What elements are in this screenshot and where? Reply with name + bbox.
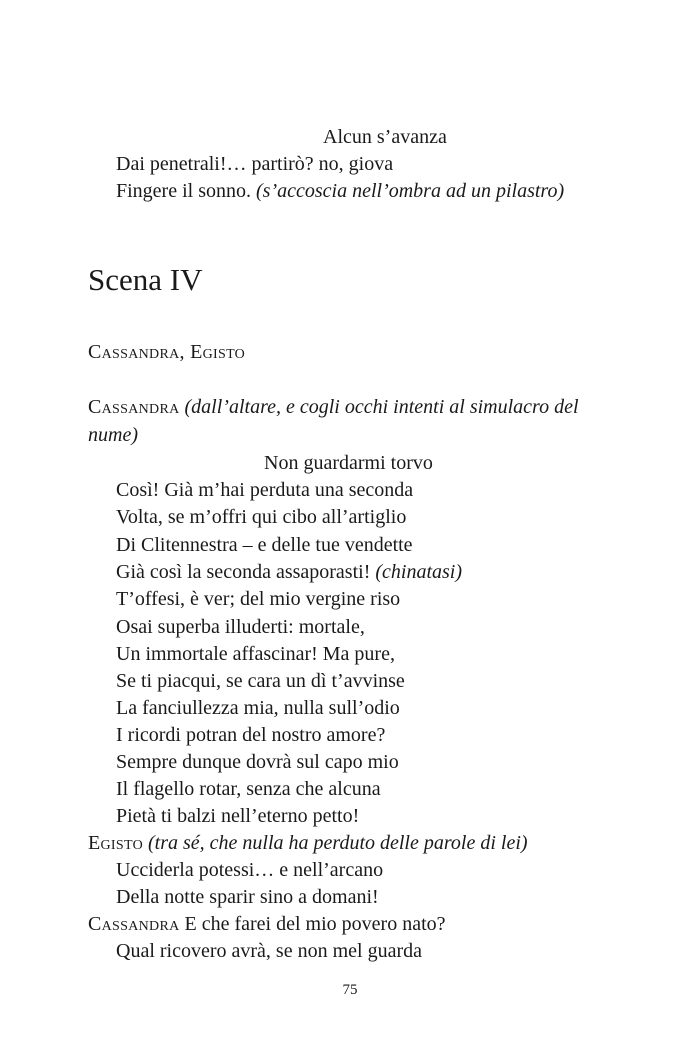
verse-line: T’offesi, è ver; del mio vergine riso — [116, 588, 401, 610]
verse-line: Qual ricovero avrà, se non mel guarda — [116, 940, 422, 962]
verse-text: E che farei del mio povero nato? — [184, 913, 446, 935]
verse-line: Sempre dunque dovrà sul capo mio — [116, 751, 399, 773]
verse-line: Di Clitennestra – e delle tue vendette — [116, 534, 413, 556]
stage-direction: (s’accoscia nell’ombra ad un pilastro) — [256, 180, 565, 202]
verse-line — [116, 559, 462, 586]
verse-line: Osai superba illuderti: mortale, — [116, 616, 365, 638]
verse-line: I ricordi potran del nostro amore? — [116, 724, 386, 746]
stage-direction: (tra sé, che nulla ha perduto delle parole di lei) — [148, 832, 528, 854]
verse-line: Se ti piacqui, se cara un dì t’avvinse — [116, 670, 405, 692]
speaker-name: Cassandra — [88, 396, 180, 418]
verse-half-line: Non guardarmi torvo — [264, 452, 433, 474]
verse-line: Ucciderla potessi… e nell’arcano — [116, 859, 384, 881]
verse-half-line: Alcun s’avanza — [323, 126, 447, 148]
stage-direction: (chinatasi) — [375, 561, 463, 583]
speech-header — [88, 911, 446, 938]
verse-line: Dai penetrali!… partirò? no, giova — [116, 153, 394, 175]
speaker-name: Cassandra — [88, 913, 180, 935]
verse-line: Così! Già m’hai perduta una seconda — [116, 479, 414, 501]
page-number: 75 — [342, 982, 358, 998]
speaker-name: Egisto — [88, 832, 143, 854]
verse-line: Pietà ti balzi nell’eterno petto! — [116, 805, 360, 827]
verse-text: Già così la seconda assaporasti! — [116, 561, 371, 583]
verse-line: La fanciullezza mia, nulla sull’odio — [116, 697, 400, 719]
scene-heading: Scena IV — [88, 262, 203, 297]
verse-text: Fingere il sonno. — [116, 180, 251, 202]
verse-line: Volta, se m’offri qui cibo all’artiglio — [116, 506, 407, 528]
verse-line: Della notte sparir sino a domani! — [116, 886, 379, 908]
verse-line — [116, 178, 564, 205]
verse-line: Un immortale affascinar! Ma pure, — [116, 643, 395, 665]
stage-direction: (dall’altare, e cogli occhi intenti al simulacro del — [184, 396, 579, 418]
verse-line: Il flagello rotar, senza che alcuna — [116, 778, 381, 800]
speech-header — [88, 394, 579, 421]
speech-header — [88, 830, 528, 857]
character-list: Cassandra, Egisto — [88, 341, 246, 363]
stage-direction: nume) — [88, 424, 138, 446]
